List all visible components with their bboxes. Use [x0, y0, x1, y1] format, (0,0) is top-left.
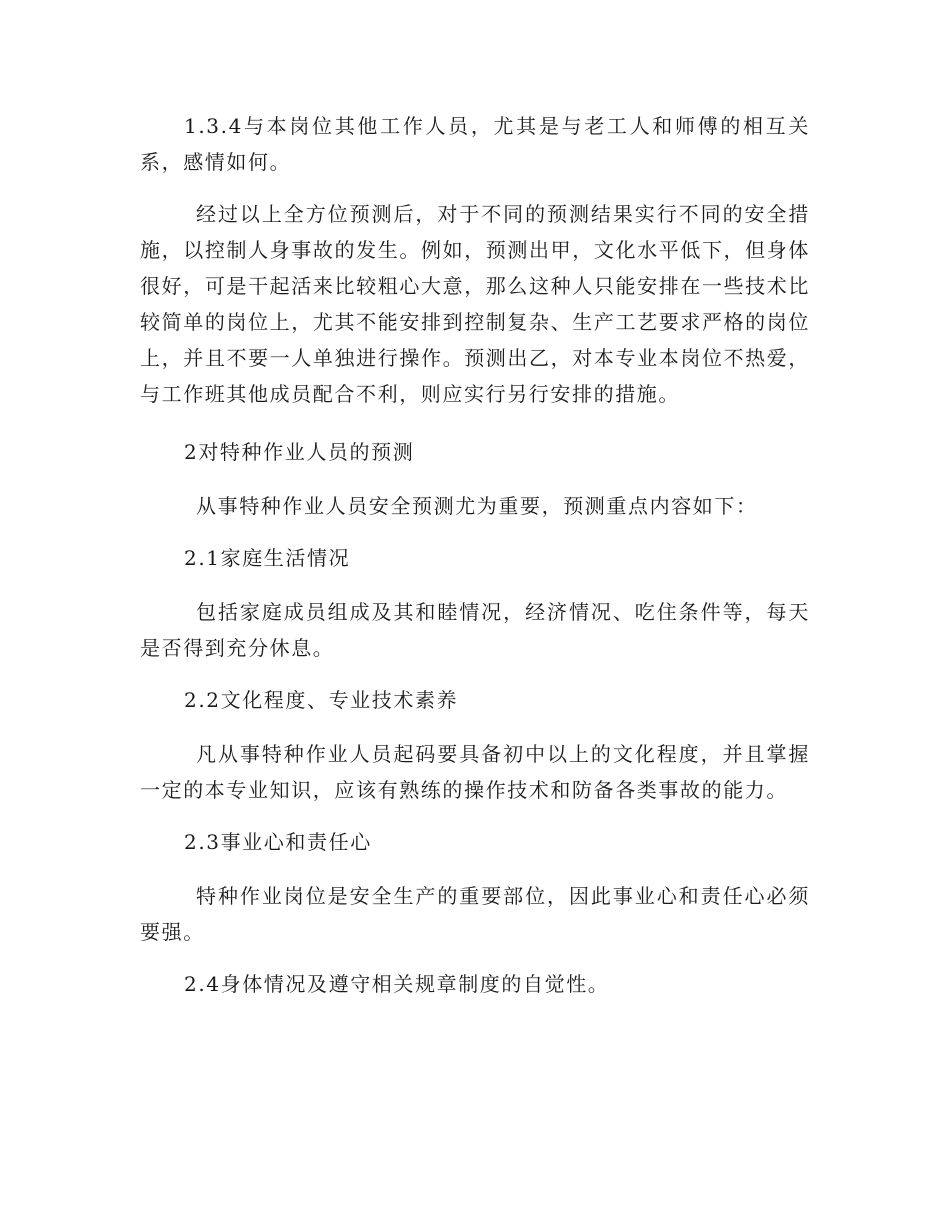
heading-section-2: 2对特种作业人员的预测: [184, 440, 415, 464]
paragraph-prediction-measures: 经过以上全方位预测后，对于不同的预测结果实行不同的安全措施，以控制人身事故的发生。例如，预测出甲，文化水平低下，但身体很好，可是干起活来比较粗心大意，那么这种人只能安排在一些技术比较简单的岗位上，尤其不能安排到控制复杂、生产工艺要求严格的岗位上，并且不要一人单独进行操作。预测出乙，对本专业本岗位不热爱，与工作班其他成员配合不利，则应实行另行安排的措施。: [140, 202, 810, 406]
paragraph-2-2: 凡从事特种作业人员起码要具备初中以上的文化程度，并且掌握一定的本专业知识，应该有熟练的操作技术和防备各类事故的能力。: [140, 742, 810, 802]
heading-2-2: 2.2文化程度、专业技术素养: [184, 688, 459, 712]
heading-2-4: 2.4身体情况及遵守相关规章制度的自觉性。: [184, 972, 610, 996]
paragraph-section-2-intro: 从事特种作业人员安全预测尤为重要，预测重点内容如下：: [196, 494, 758, 518]
paragraph-1-3-4: 1.3.4与本岗位其他工作人员，尤其是与老工人和师傅的相互关系，感情如何。: [140, 114, 810, 174]
paragraph-2-3: 特种作业岗位是安全生产的重要部位，因此事业心和责任心必须要强。: [140, 884, 810, 944]
heading-2-1: 2.1家庭生活情况: [184, 546, 351, 570]
heading-2-3: 2.3事业心和责任心: [184, 830, 372, 854]
paragraph-2-1: 包括家庭成员组成及其和睦情况，经济情况、吃住条件等，每天是否得到充分休息。: [140, 600, 810, 660]
